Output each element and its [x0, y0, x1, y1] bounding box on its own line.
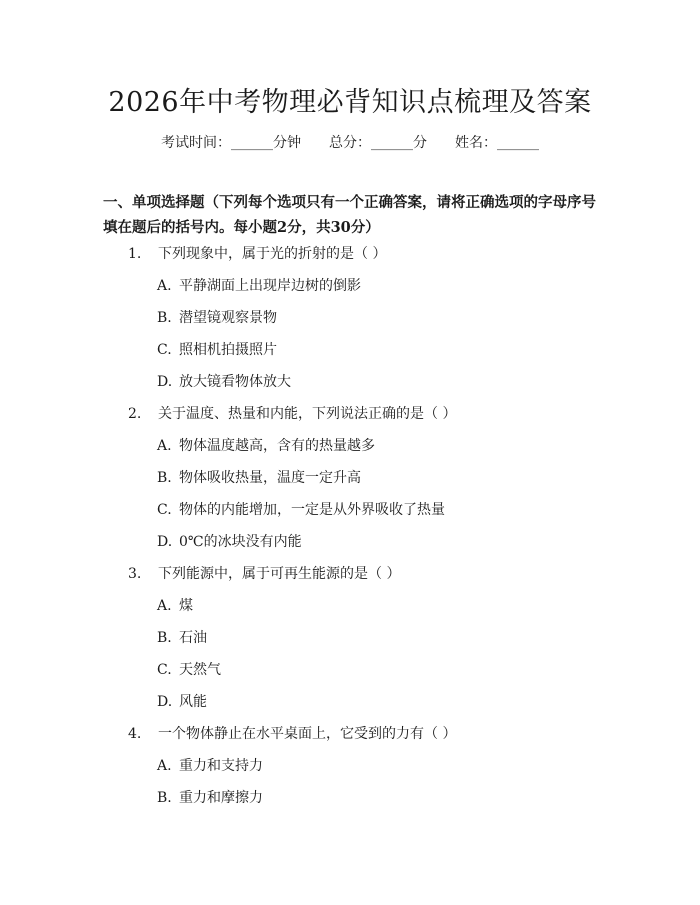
option-text: 照相机拍摄照片	[179, 342, 277, 358]
option-3d	[157, 691, 207, 711]
option-letter: A.	[157, 598, 172, 614]
option-text: 天然气	[179, 662, 221, 678]
option-4b	[157, 787, 263, 807]
question-3	[128, 563, 400, 583]
option-1c	[157, 339, 277, 359]
option-letter: A.	[157, 438, 172, 454]
option-letter: D.	[157, 534, 173, 550]
option-2d	[157, 531, 302, 551]
option-letter: C.	[157, 502, 172, 518]
option-text: 煤	[179, 598, 193, 614]
option-letter: D.	[157, 694, 173, 710]
option-text: 放大镜看物体放大	[179, 374, 291, 390]
option-text: 风能	[179, 694, 207, 710]
question-number: 3.	[128, 566, 142, 582]
question-text: 关于温度、热量和内能，下列说法正确的是（ ）	[158, 406, 457, 422]
option-2c	[157, 499, 445, 519]
option-1a	[157, 275, 361, 295]
option-3b	[157, 627, 207, 647]
option-text: 平静湖面上出现岸边树的倒影	[179, 278, 361, 294]
option-text: 重力和摩擦力	[179, 790, 263, 806]
option-3c	[157, 659, 221, 679]
total-score-field: 总分：______分	[329, 135, 427, 151]
document-title: 2026年中考物理必背知识点梳理及答案	[108, 87, 592, 118]
option-text: 重力和支持力	[179, 758, 263, 774]
option-text: 物体温度越高，含有的热量越多	[179, 438, 375, 454]
option-1b	[157, 307, 277, 327]
option-letter: B.	[157, 470, 172, 486]
option-text: 0℃的冰块没有内能	[179, 534, 302, 550]
exam-time-field: 考试时间：______分钟	[161, 135, 301, 151]
option-3a	[157, 595, 193, 615]
option-text: 物体的内能增加，一定是从外界吸收了热量	[179, 502, 445, 518]
question-number: 1.	[128, 246, 142, 262]
section-heading-single-choice: 一、单项选择题（下列每个选项只有一个正确答案，请将正确选项的字母序号填在题后的括号内。每小题2分，共30分）	[103, 194, 596, 236]
question-4	[128, 723, 456, 743]
question-text: 一个物体静止在水平桌面上，它受到的力有（ ）	[158, 726, 457, 742]
option-2b	[157, 467, 361, 487]
question-number: 4.	[128, 726, 142, 742]
question-number: 2.	[128, 406, 142, 422]
question-2	[128, 403, 456, 423]
question-text: 下列现象中，属于光的折射的是（ ）	[158, 246, 387, 262]
option-text: 潜望镜观察景物	[179, 310, 277, 326]
question-1	[128, 243, 386, 263]
option-2a	[157, 435, 375, 455]
option-letter: A.	[157, 278, 172, 294]
option-letter: B.	[157, 790, 172, 806]
option-letter: A.	[157, 758, 172, 774]
option-letter: B.	[157, 310, 172, 326]
option-text: 物体吸收热量，温度一定升高	[179, 470, 361, 486]
option-letter: D.	[157, 374, 173, 390]
exam-info-line	[0, 132, 700, 152]
option-text: 石油	[179, 630, 207, 646]
option-letter: B.	[157, 630, 172, 646]
option-1d	[157, 371, 291, 391]
question-text: 下列能源中，属于可再生能源的是（ ）	[158, 566, 401, 582]
student-name-field: 姓名：______	[455, 135, 539, 151]
option-letter: C.	[157, 342, 172, 358]
option-letter: C.	[157, 662, 172, 678]
option-4a	[157, 755, 263, 775]
